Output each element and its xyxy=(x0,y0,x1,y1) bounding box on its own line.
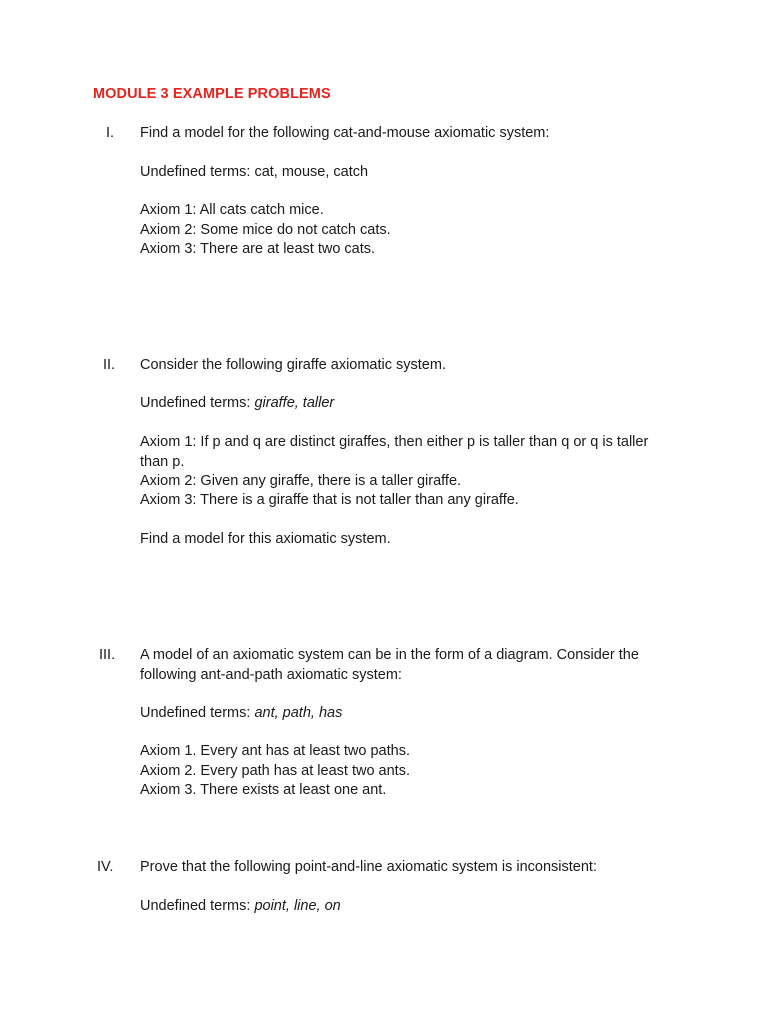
problem-1-axiom-3: Axiom 3: There are at least two cats. xyxy=(140,241,376,257)
problem-2-closing: Find a model for this axiomatic system. xyxy=(140,531,391,547)
problem-2-axiom-3: Axiom 3: There is a giraffe that is not taller than any giraffe. xyxy=(140,492,519,508)
page-title: MODULE 3 EXAMPLE PROBLEMS xyxy=(93,86,331,102)
undefined-terms-value: point, line, on xyxy=(254,898,341,914)
undefined-terms-value: ant, path, has xyxy=(254,705,343,721)
undefined-terms-label: Undefined terms: xyxy=(140,898,255,914)
undefined-terms-value: giraffe, taller xyxy=(254,395,335,411)
undefined-terms-value: cat, mouse, catch xyxy=(254,164,369,180)
problem-3-axiom-3: Axiom 3. There exists at least one ant. xyxy=(140,782,387,798)
problem-3-numeral: III. xyxy=(99,647,116,663)
problem-3-axiom-2: Axiom 2. Every path has at least two ants. xyxy=(140,763,410,779)
problem-3-undefined-terms xyxy=(140,704,342,723)
problem-4-undefined-terms xyxy=(140,897,341,916)
undefined-terms-label: Undefined terms: xyxy=(140,164,255,180)
problem-1-intro: Find a model for the following cat-and-mouse axiomatic system: xyxy=(140,125,550,141)
problem-1-numeral: I. xyxy=(106,125,115,141)
problem-1-axiom-2: Axiom 2: Some mice do not catch cats. xyxy=(140,222,391,238)
problem-2-numeral: II. xyxy=(103,357,116,373)
problem-2-axiom-2: Axiom 2: Given any giraffe, there is a taller giraffe. xyxy=(140,473,462,489)
problem-2-intro: Consider the following giraffe axiomatic system. xyxy=(140,357,446,373)
problem-3-axiom-1: Axiom 1. Every ant has at least two paths. xyxy=(140,743,410,759)
problem-1-undefined-terms xyxy=(140,163,368,182)
undefined-terms-label: Undefined terms: xyxy=(140,395,255,411)
problem-2-axiom-1: Axiom 1: If p and q are distinct giraffes, then either p is taller than q or q is taller than p. xyxy=(140,434,649,470)
problem-4-intro: Prove that the following point-and-line axiomatic system is inconsistent: xyxy=(140,859,597,875)
undefined-terms-label: Undefined terms: xyxy=(140,705,255,721)
problem-4-numeral: IV. xyxy=(97,859,114,875)
problem-2-undefined-terms xyxy=(140,394,334,413)
problem-1-axiom-1: Axiom 1: All cats catch mice. xyxy=(140,202,324,218)
problem-3-intro: A model of an axiomatic system can be in the form of a diagram. Consider the following ant-and-path axiomatic system: xyxy=(140,647,639,683)
